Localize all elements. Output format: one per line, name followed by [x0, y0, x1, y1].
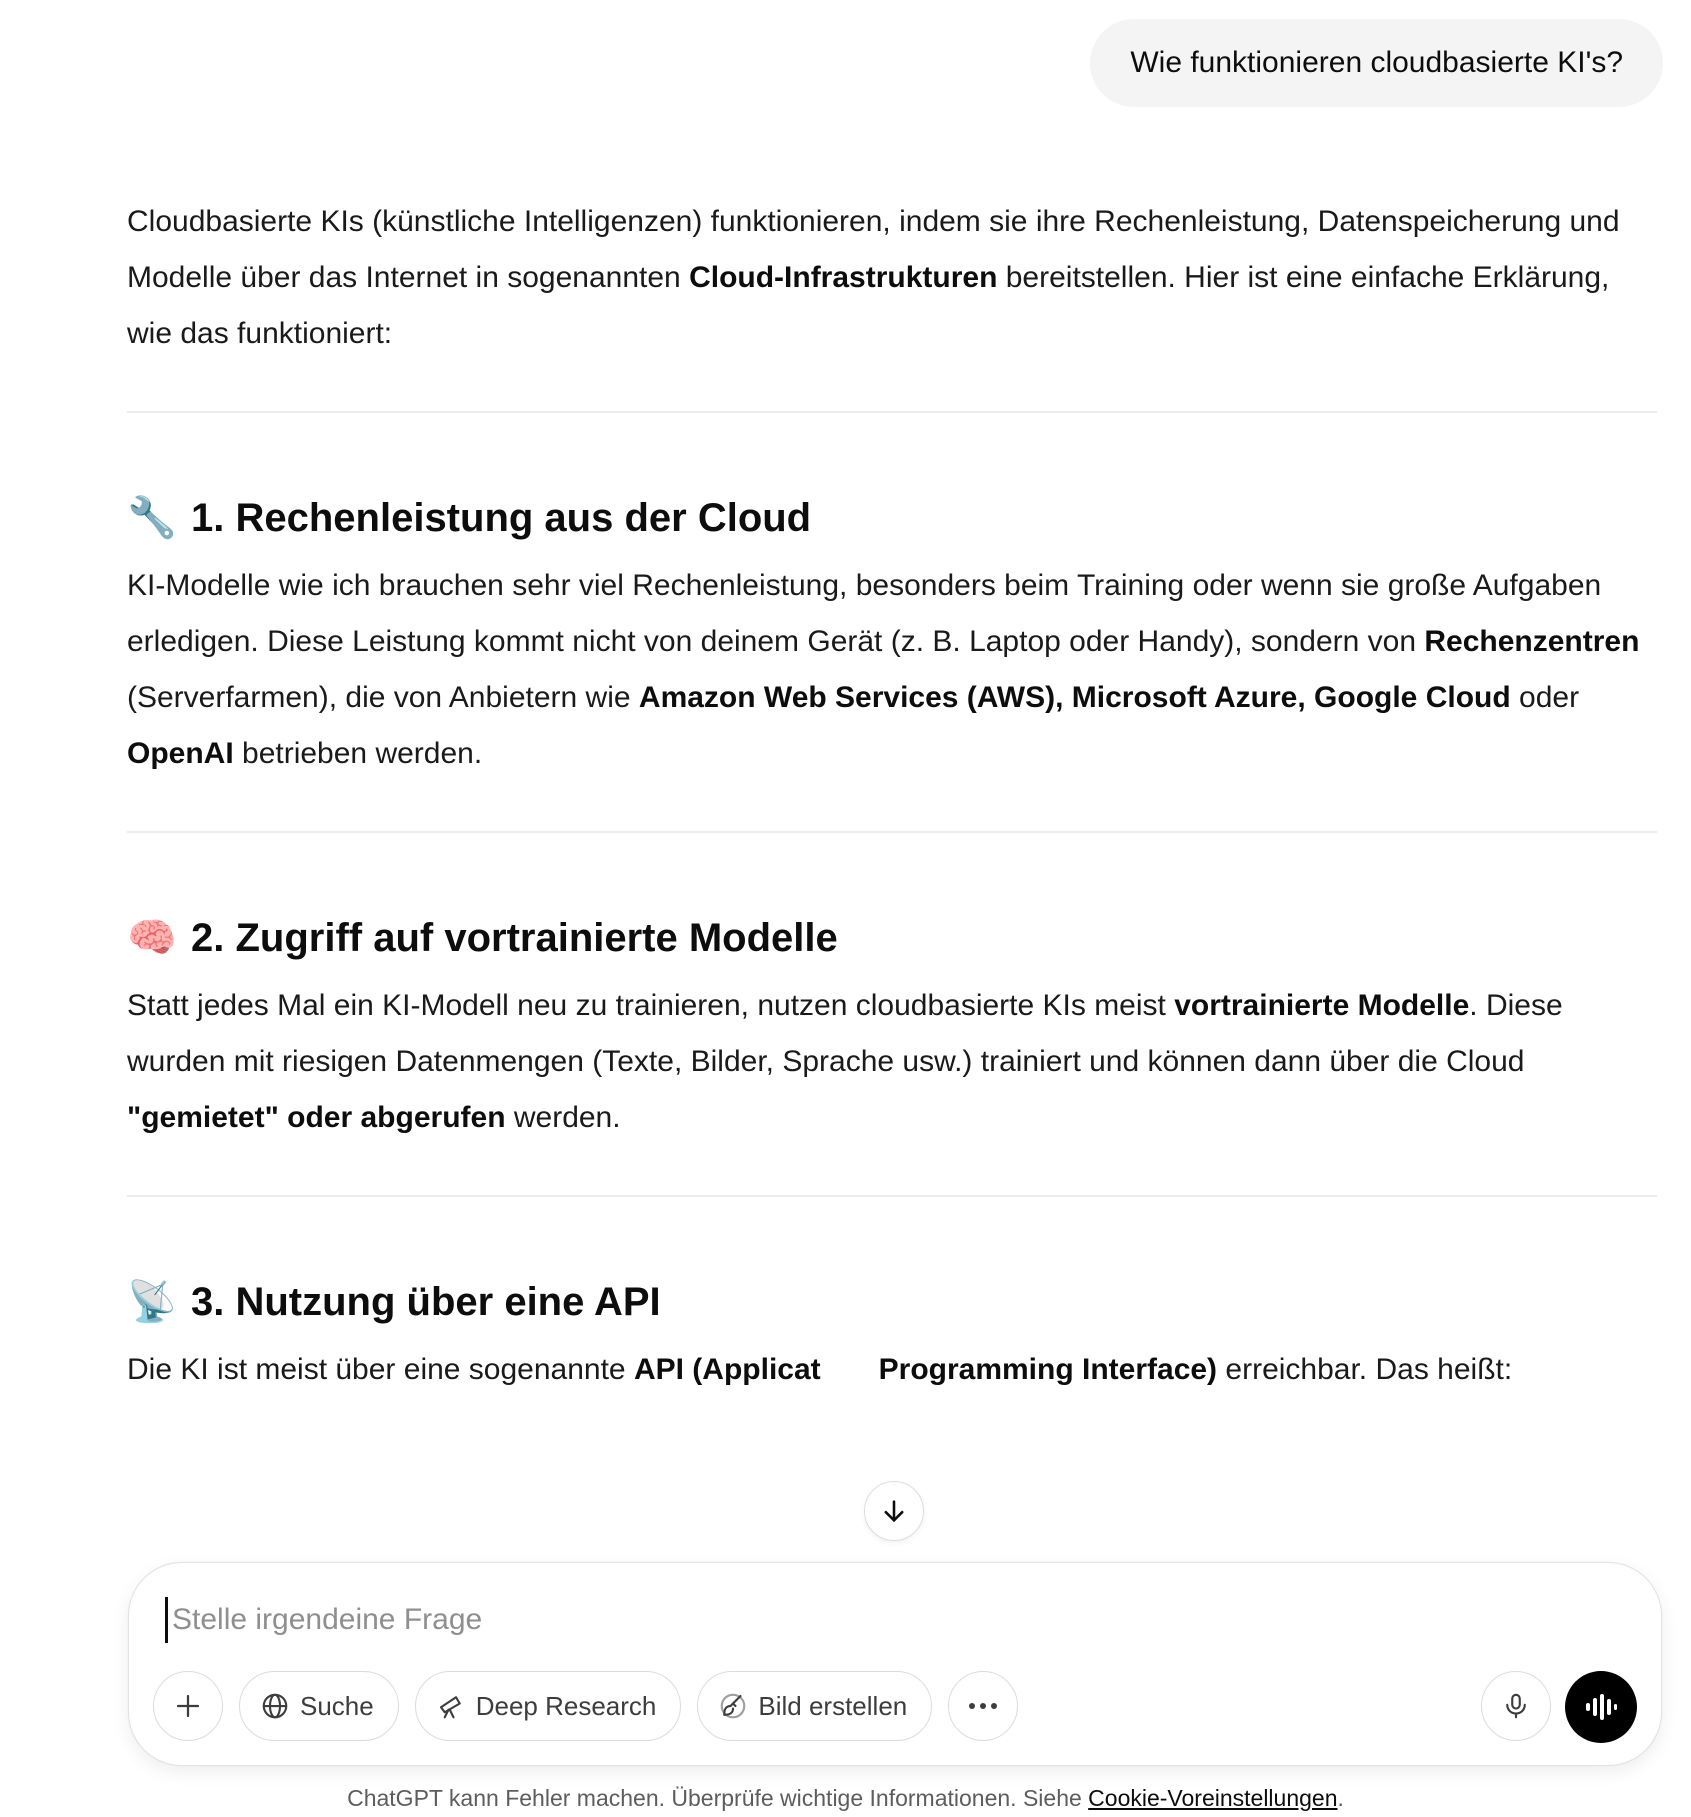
section-1-heading: [127, 490, 1657, 546]
more-tools-button[interactable]: [948, 1671, 1018, 1741]
bold-text: "gemietet" oder abgerufen: [127, 1101, 506, 1134]
bold-text: vortrainierte Modelle: [1174, 989, 1470, 1022]
composer-toolbar: [153, 1671, 1018, 1741]
user-message-bubble: [1090, 19, 1663, 107]
search-button[interactable]: [239, 1671, 399, 1741]
assistant-message: [127, 194, 1657, 1398]
text: (Serverfarmen), die von Anbietern wie: [127, 681, 639, 714]
bold-text: Programming Interface): [878, 1353, 1218, 1386]
composer: [128, 1562, 1662, 1766]
text: oder: [1510, 681, 1580, 714]
bold-text: API (Applicat: [633, 1353, 821, 1386]
text: erreichbar. Das heißt:: [1217, 1353, 1513, 1386]
voice-mode-button[interactable]: [1565, 1671, 1637, 1743]
divider: [127, 1195, 1657, 1197]
arrow-down-icon: [880, 1497, 908, 1525]
text: KI-Modelle wie ich brauchen sehr viel Rechenleistung, besonders beim Training oder wenn sie große Aufgaben erledigen. Diese Leistung kommt nicht von deinem Gerät (z. B. Laptop oder Handy), sondern von: [127, 569, 1602, 658]
intro-paragraph: [127, 194, 1657, 362]
section-2-title: 2. Zugriff auf vortrainierte Modelle: [191, 916, 838, 960]
plus-icon: [173, 1691, 203, 1721]
paintbrush-icon: [718, 1691, 748, 1721]
section-3-title: 3. Nutzung über eine API: [191, 1280, 661, 1324]
deep-research-button[interactable]: [415, 1671, 682, 1741]
text: werden.: [505, 1101, 621, 1134]
section-3-heading: [127, 1274, 1657, 1330]
globe-icon: [260, 1691, 290, 1721]
disclaimer: [0, 1783, 1691, 1813]
text: Statt jedes Mal ein KI-Modell neu zu trainieren, nutzen cloudbasierte KIs meist: [127, 989, 1175, 1022]
text: . Diese wurden mit riesigen Datenmengen (Texte, Bilder, Sprache usw.) trainiert und können dann über die Cloud: [127, 989, 1563, 1078]
bold-text: OpenAI: [127, 737, 234, 770]
deep-research-button-label: Deep Research: [475, 1690, 657, 1721]
disclaimer-text: ChatGPT kann Fehler machen. Überprüfe wichtige Informationen. Siehe: [347, 1785, 1089, 1811]
cookie-settings-link[interactable]: Cookie-Voreinstellungen: [1088, 1785, 1338, 1811]
satellite-antenna-icon: 📡: [127, 1279, 177, 1325]
section-3-paragraph: [127, 1342, 1657, 1398]
search-button-label: Suche: [300, 1690, 374, 1721]
user-message-text: Wie funktionieren cloudbasierte KI's?: [1130, 46, 1623, 79]
disclaimer-end: .: [1337, 1785, 1344, 1811]
section-1-paragraph: [127, 558, 1657, 782]
scroll-to-bottom-button[interactable]: [864, 1481, 924, 1541]
telescope-icon: [436, 1691, 466, 1721]
sound-wave-icon: [1584, 1692, 1618, 1722]
brain-icon: 🧠: [127, 915, 177, 961]
intro-text: Cloudbasierte KIs (künstliche Intelligenzen) funktionieren, indem sie ihre Rechenleistung, Datenspeicherung und Modelle über das Internet in sogenannten: [127, 205, 1620, 294]
section-2-paragraph: [127, 978, 1657, 1146]
microphone-icon: [1501, 1691, 1531, 1721]
create-image-button[interactable]: [697, 1671, 932, 1741]
section-1-title: 1. Rechenleistung aus der Cloud: [191, 496, 812, 540]
divider: [127, 411, 1657, 413]
divider: [127, 831, 1657, 833]
ellipsis-icon: [967, 1701, 999, 1711]
text: betrieben werden.: [233, 737, 483, 770]
section-2-heading: [127, 910, 1657, 966]
intro-text-end: bereitstellen. Hier ist eine einfache Erklärung, wie das funktioniert:: [127, 261, 1610, 350]
prompt-input[interactable]: [165, 1597, 1372, 1643]
text: Die KI ist meist über eine sogenannte: [127, 1353, 634, 1386]
wrench-icon: 🔧: [127, 495, 177, 541]
bold-text: Amazon Web Services (AWS), Microsoft Azure, Google Cloud: [638, 681, 1511, 714]
create-image-button-label: Bild erstellen: [758, 1690, 908, 1721]
intro-bold: Cloud-Infrastrukturen: [689, 261, 998, 294]
bold-text: Rechenzentren: [1424, 625, 1640, 658]
add-attachment-button[interactable]: [153, 1671, 223, 1741]
dictate-button[interactable]: [1481, 1671, 1551, 1741]
